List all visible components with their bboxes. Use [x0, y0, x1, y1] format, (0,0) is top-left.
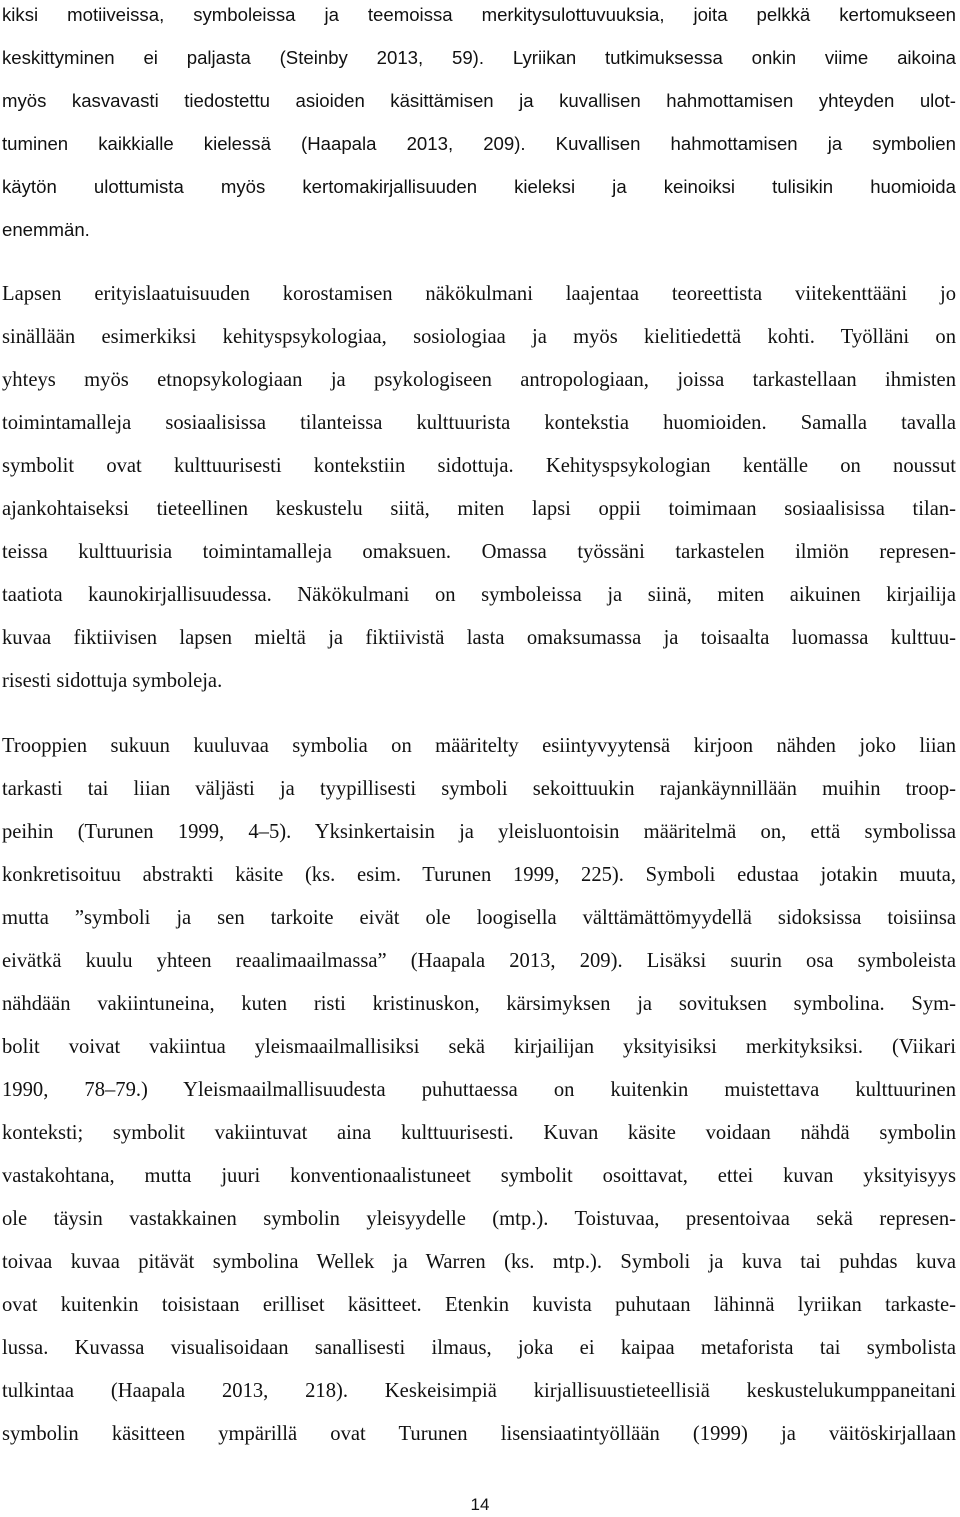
paragraph-1-line-1: kiksi motiiveissa, symboleissa ja teemoissa merkitysulottuvuuksia, joita pelkkä kertomukseen: [2, 4, 956, 25]
paragraph-1-line-2: keskittyminen ei paljasta (Steinby 2013, 59). Lyriikan tutkimuksessa onkin viime aikoina: [2, 47, 956, 68]
paragraph-2-line-7: teissa kulttuurisia toimintamalleja omaksuen. Omassa työssäni tarkastelen ilmiön represen-: [2, 541, 956, 563]
paragraph-3-line-9: 1990, 78–79.) Yleismaailmallisuudesta puhuttaessa on kuitenkin muistettava kulttuurinen: [2, 1079, 956, 1101]
paragraph-3-line-11: vastakohtana, mutta juuri konventionaalistuneet symbolit osoittavat, ettei kuvan yksityisyys: [2, 1165, 956, 1187]
paragraph-3-line-4: konkretisoituu abstrakti käsite (ks. esim. Turunen 1999, 225). Symboli edustaa jotakin muuta,: [2, 864, 956, 886]
paragraph-3-line-6: eivätkä kuulu yhteen reaalimaailmassa” (Haapala 2013, 209). Lisäksi suurin osa symboleista: [2, 950, 956, 972]
paragraph-3-line-8: bolit voivat vakiintua yleismaailmallisiksi sekä kirjailijan yksityisiksi merkityksiksi. (Viikari: [2, 1036, 956, 1058]
paragraph-2-line-5: symbolit ovat kulttuurisesti kontekstiin sidottuja. Kehityspsykologian kentälle on noussut: [2, 455, 956, 477]
paragraph-3-line-10: konteksti; symbolit vakiintuvat aina kulttuurisesti. Kuvan käsite voidaan nähdä symbolin: [2, 1122, 956, 1144]
paragraph-2-line-6: ajankohtaiseksi tieteellinen keskustelu siitä, miten lapsi oppii toimimaan sosiaalisissa tilan-: [2, 498, 956, 520]
page-number: 14: [470, 1495, 490, 1514]
paragraph-1-line-4: tuminen kaikkialle kielessä (Haapala 2013, 209). Kuvallisen hahmottamisen ja symbolien: [2, 133, 956, 154]
paragraph-3-line-14: ovat kuitenkin toisistaan erilliset käsitteet. Etenkin kuvista puhutaan lähinnä lyriikan tarkaste-: [2, 1294, 956, 1316]
paragraph-3-line-17: symbolin käsitteen ympärillä ovat Turunen lisensiaatintyöllään (1999) ja väitöskirjallaan: [2, 1423, 956, 1445]
paragraph-3-line-7: nähdään vakiintuneina, kuten risti kristinuskon, kärsimyksen ja sovituksen symbolina. Sym-: [2, 993, 956, 1015]
paragraph-2-line-9: kuvaa fiktiivisen lapsen mieltä ja fiktiivistä lasta omaksumassa ja toisaalta luomassa kulttuu-: [2, 627, 956, 649]
paragraph-3-line-12: ole täysin vastakkainen symbolin yleisyydelle (mtp.). Toistuvaa, presentoivaa sekä represen-: [2, 1208, 956, 1230]
paragraph-3-line-1: Trooppien sukuun kuuluvaa symbolia on määritelty esiintyvyytensä kirjoon nähden joko liian: [2, 735, 956, 757]
paragraph-3-line-2: tarkasti tai liian väljästi ja tyypillisesti symboli sekoittuukin rajankäynnillään muihin troop-: [2, 778, 956, 800]
paragraph-1-line-3: myös kasvavasti tiedostettu asioiden käsittämisen ja kuvallisen hahmottamisen yhteyden ulot-: [2, 90, 956, 111]
paragraph-3-line-5: mutta ”symboli ja sen tarkoite eivät ole loogisella välttämättömyydellä sidoksissa toisiinsa: [2, 907, 956, 929]
paragraph-2-line-3: yhteys myös etnopsykologiaan ja psykologiseen antropologiaan, joissa tarkastellaan ihmisten: [2, 369, 956, 391]
paragraph-1-line-6: enemmän.: [2, 219, 90, 240]
paragraph-3-line-3: peihin (Turunen 1999, 4–5). Yksinkertaisin ja yleisluontoisin määritelmä on, että symbolissa: [2, 821, 956, 843]
paragraph-2-line-1: Lapsen erityislaatuisuuden korostamisen näkökulmani laajentaa teoreettista viitekenttääni jo: [2, 283, 956, 305]
paragraph-2-line-10: risesti sidottuja symboleja.: [2, 670, 223, 692]
paragraph-2-line-2: sinällään esimerkiksi kehityspsykologiaa, sosiologiaa ja myös kielitiedettä kohti. Työlläni on: [2, 326, 956, 348]
paragraph-1-line-5: käytön ulottumista myös kertomakirjallisuuden kieleksi ja keinoiksi tulisikin huomioida: [2, 176, 956, 197]
paragraph-3-line-13: toivaa kuvaa pitävät symbolina Wellek ja Warren (ks. mtp.). Symboli ja kuva tai puhdas kuva: [2, 1251, 956, 1273]
paragraph-3-line-16: tulkintaa (Haapala 2013, 218). Keskeisimpiä kirjallisuustieteellisiä keskustelukumppaneitani: [2, 1380, 956, 1402]
paragraph-3-line-15: lussa. Kuvassa visualisoidaan sanallisesti ilmaus, joka ei kaipaa metaforista tai symbolista: [2, 1337, 956, 1359]
paragraph-2-line-4: toimintamalleja sosiaalisissa tilanteissa kulttuurista kontekstia huomioiden. Samalla tavalla: [2, 412, 956, 434]
paragraph-2-line-8: taatiota kaunokirjallisuudessa. Näkökulmani on symboleissa ja siinä, miten aikuinen kirjailija: [2, 584, 956, 606]
